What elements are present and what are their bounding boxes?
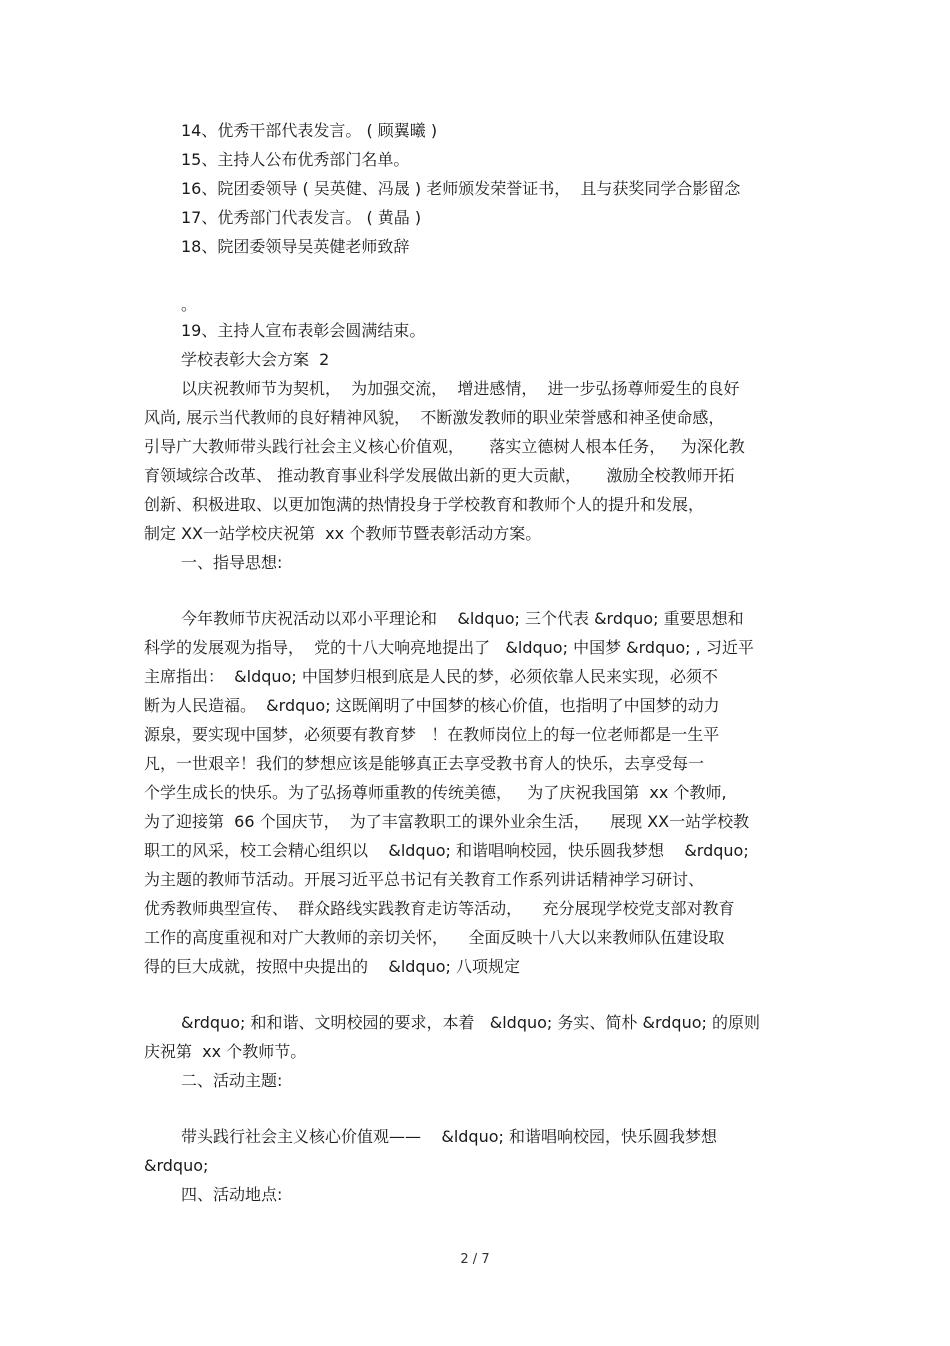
paragraph-line: &rdquo; 和和谐、文明校园的要求，本着 &ldquo; 务实、简朴 &rdquo; 的原则 [181,1013,760,1032]
paragraph-line: 工作的高度重视和对广大教师的亲切关怀， 全面反映十八大以来教师队伍建设取 [144,928,725,947]
paragraph-line: 凡，一世艰辛！我们的梦想应该是能够真正去享受教书育人的快乐，去享受每一 [144,754,705,773]
paragraph-line: 得的巨大成就，按照中央提出的 &ldquo; 八项规定 [144,957,520,976]
paragraph-line: 个学生成长的快乐。为了弘扬尊师重教的传统美德， 为了庆祝我国第 xx 个教师, [144,783,727,802]
paragraph-line: 以庆祝教师节为契机， 为加强交流， 增进感情， 进一步弘扬尊师爱生的良好 [181,379,740,398]
list-item: 。 [181,295,198,314]
section-heading: 二、活动主题: [181,1071,283,1090]
paragraph-line: &rdquo; [144,1156,209,1175]
paragraph-line: 优秀教师典型宣传、 群众路线实践教育走访等活动， 充分展现学校党支部对教育 [144,899,735,918]
list-item: 15、主持人公布优秀部门名单。 [181,150,410,169]
section-heading: 四、活动地点: [181,1185,283,1204]
paragraph-line: 带头践行社会主义核心价值观—— &ldquo; 和谐唱响校园，快乐圆我梦想 [181,1127,717,1146]
paragraph-line: 风尚, 展示当代教师的良好精神风貌， 不断激发教师的职业荣誉感和神圣使命感， [144,408,725,427]
paragraph-line: 为主题的教师节活动。开展习近平总书记有关教育工作系列讲话精神学习研讨、 [144,870,705,889]
list-item: 14、优秀干部代表发言。 ( 顾翼曦 ) [181,121,438,140]
list-item: 17、优秀部门代表发言。 ( 黄晶 ) [181,208,422,227]
paragraph-line: 断为人民造福。 &rdquo; 这既阐明了中国梦的核心价值，也指明了中国梦的动力 [144,696,720,715]
paragraph-line: 职工的风采，校工会精心组织以 &ldquo; 和谐唱响校园，快乐圆我梦想 &rdquo; [144,841,749,860]
paragraph-line: 引导广大教师带头践行社会主义核心价值观， 落实立德树人根本任务， 为深化教 [144,437,745,456]
list-item: 19、主持人宣布表彰会圆满结束。 [181,321,426,340]
list-item: 16、院团委领导 ( 吴英健、冯晟 ) 老师颁发荣誉证书， 且与获奖同学合影留念 [181,179,741,198]
paragraph-line: 主席指出： &ldquo; 中国梦归根到底是人民的梦，必须依靠人民来实现，必须不 [144,667,718,686]
section-heading: 一、指导思想: [181,553,283,572]
paragraph-line: 为了迎接第 66 个国庆节， 为了丰富教职工的课外业余生活， 展现 XX一站学校教 [144,812,750,831]
section-title: 学校表彰大会方案 2 [181,350,330,369]
paragraph-line: 今年教师节庆祝活动以邓小平理论和 &ldquo; 三个代表 &rdquo; 重要思想和 [181,609,744,628]
paragraph-line: 源泉，要实现中国梦，必须要有教育梦 ！在教师岗位上的每一位老师都是一生平 [144,725,720,744]
paragraph-line: 科学的发展观为指导， 党的十八大响亮地提出了 &ldquo; 中国梦 &rdquo; , 习近平 [144,638,754,657]
list-item: 18、院团委领导吴英健老师致辞 [181,237,410,256]
paragraph-line: 育领域综合改革、 推动教育事业科学发展做出新的更大贡献， 激励全校教师开拓 [144,466,735,485]
paragraph-line: 创新、积极进取、以更加饱满的热情投身于学校教育和教师个人的提升和发展， [144,495,705,514]
paragraph-line: 庆祝第 xx 个教师节。 [144,1042,307,1061]
paragraph-line: 制定 XX一站学校庆祝第 xx 个教师节暨表彰活动方案。 [144,524,542,543]
page-number: 2 / 7 [460,1252,490,1267]
